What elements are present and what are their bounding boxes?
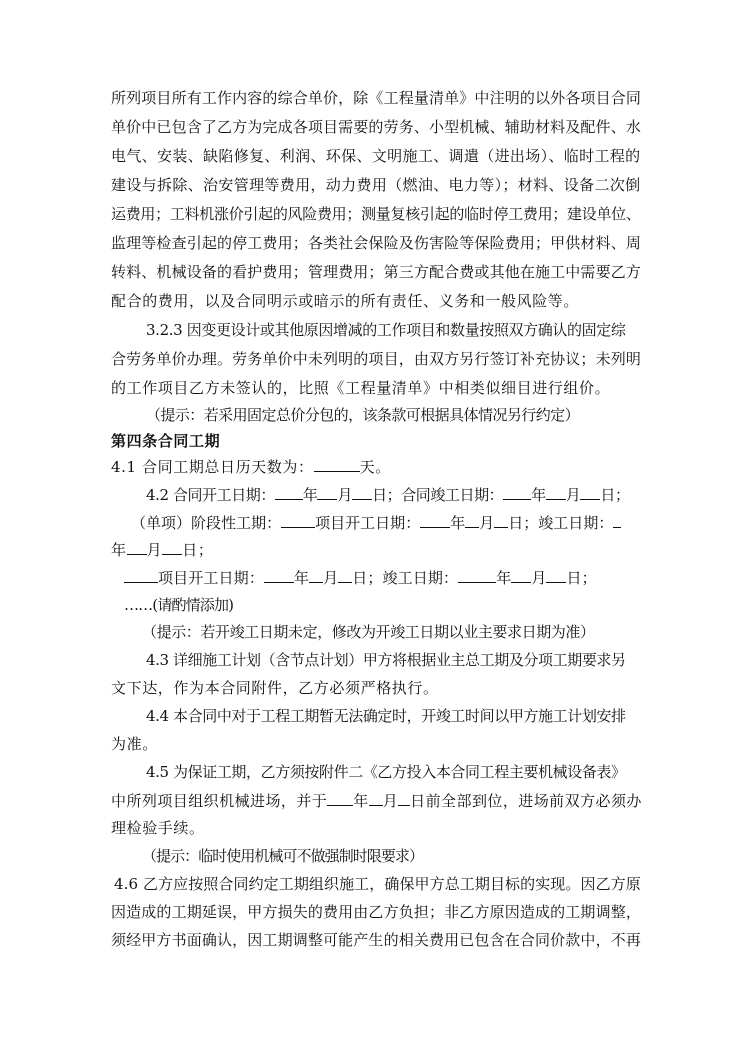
clause-4-6-line: 4.6 乙方应按照合同约定工期组织施工，确保甲方总工期目标的实现。因乙方原 (114, 875, 641, 893)
month-blank (317, 484, 337, 500)
paragraph-line: 运费用；工料机涨价引起的风险费用；测量复核引起的临时停工费用；建设单位、 (111, 205, 641, 223)
clause-4-1 (111, 456, 641, 477)
month-blank (127, 539, 147, 555)
clause-4-3-line: 文下达，作为本合同附件，乙方必须严格执行。 (111, 679, 439, 697)
month-label: 月 (479, 514, 495, 532)
clause-4-4-line: 为准。 (111, 735, 158, 753)
year-label: 年 (496, 569, 512, 587)
clause-4-1-label: 4.1 合同工期总日历天数为： (111, 458, 314, 476)
hint-note: （提示：若开竣工日期未定，修改为开竣工日期以业主要求日期为准） (142, 623, 595, 641)
day-label: 日 (508, 514, 524, 532)
day-blank (338, 567, 352, 583)
item-start-label: 项目开工日期： (315, 514, 421, 532)
year-blank (327, 790, 353, 806)
days-suffix: 天。 (359, 458, 391, 476)
month-label: 月 (531, 569, 547, 587)
clause-4-6-line: 须经甲方书面确认，因工期调整可能产生的相关费用已包含在合同价款中，不再 (111, 931, 642, 949)
clause-4-3-line: 4.3 详细施工计划（含节点计划）甲方将根据业主总工期及分项工期要求另 (146, 651, 626, 669)
item-period-line (124, 567, 654, 588)
paragraph-line: 监理等检查引起的停工费用；各类社会保险及伤害险等保险费用；甲供材料、周 (111, 234, 642, 252)
hint-note: （提示：临时使用机械可不做强制时限要求） (142, 847, 424, 865)
item-end-label: ；竣工日期： (367, 569, 459, 587)
paragraph-line: 电气、安装、缺陷修复、利润、环保、文明施工、调遣（进出场）、临时工程的 (111, 147, 641, 165)
year-label: 年 (353, 792, 369, 810)
day-label: 日 (372, 486, 387, 504)
month-blank (546, 484, 566, 500)
item-name-blank (281, 512, 315, 528)
clause-4-5-suffix: 日前全部到位，进场前双方必须办 (410, 792, 642, 810)
paragraph-line: 转料、机械设备的看护费用；管理费用；第三方配合费或其他在施工中需要乙方 (111, 263, 642, 281)
year-label: 年 (111, 541, 127, 559)
day-label: 日 (182, 541, 198, 559)
day-blank (546, 567, 566, 583)
hint-note: （提示：若采用固定总价分包的，该条款可根据具体情况另行约定） (146, 406, 580, 424)
clause-4-4-line: 4.4 本合同中对于工程工期暂无法确定时，开竣工时间以甲方施工计划安排 (146, 707, 626, 725)
day-label: 日 (352, 569, 368, 587)
month-label: 月 (565, 486, 581, 504)
clause-4-2 (146, 484, 676, 505)
clause-4-6-line: 因造成的工期延误，甲方损失的费用由乙方负担；非乙方原因造成的工期调整， (111, 903, 642, 921)
month-blank (511, 567, 531, 583)
paragraph-line: 单价中已包含了乙方为完成各项目需要的劳务、小型机械、辅助材料及配件、水 (111, 118, 642, 136)
clause-3-2-3-line: 的工作项目乙方未签认的，比照《工程量清单》中相类似细目进行组价。 (111, 379, 611, 397)
paragraph-line: 所列项目所有工作内容的综合单价，除《工程量清单》中注明的以外各项目合同 (111, 89, 642, 107)
day-label: 日 (600, 486, 615, 504)
clause-3-2-3-line: 3.2.3 因变更设计或其他原因增减的工作项目和数量按照双方确认的固定综 (146, 321, 626, 339)
semicolon: ； (614, 486, 630, 504)
year-blank (458, 567, 496, 583)
month-blank (309, 567, 323, 583)
year-blank (420, 512, 450, 528)
year-blank (275, 484, 303, 500)
day-blank (162, 539, 182, 555)
stage-period-line-2 (111, 539, 641, 560)
clause-4-5-prefix: 中所列项目组织机械进场，并于 (111, 792, 328, 810)
day-blank (352, 484, 372, 500)
year-label: 年 (293, 569, 310, 587)
clause-4-5-line: 理检验手续。 (111, 819, 205, 837)
year-blank (613, 512, 621, 528)
stage-period-line (131, 512, 661, 533)
day-blank (398, 790, 410, 806)
day-blank (580, 484, 600, 500)
section-heading: 第四条合同工期 (111, 432, 221, 450)
item-name-blank (124, 567, 158, 583)
semicolon: ； (581, 569, 597, 587)
etc-note: ……(请酌情添加) (124, 596, 234, 614)
item-start-label: 项目开工日期： (158, 569, 264, 587)
clause-4-5-line (111, 790, 641, 811)
clause-3-2-3-line: 合劳务单价办理。劳务单价中未列明的项目，由双方另行签订补充协议；未列明 (111, 350, 642, 368)
month-label: 月 (323, 569, 339, 587)
month-blank (465, 512, 479, 528)
day-blank (494, 512, 508, 528)
item-end-label: ；竣工日期： (523, 514, 614, 532)
day-label: 日 (566, 569, 582, 587)
semicolon: ； (197, 541, 214, 559)
year-blank (264, 567, 294, 583)
paragraph-line: 配合的费用，以及合同明示或暗示的所有责任、义务和一般风险等。 (111, 292, 580, 310)
days-blank (314, 456, 360, 472)
month-blank (369, 790, 383, 806)
month-label: 月 (382, 792, 399, 810)
start-date-label: 4.2 合同开工日期： (146, 486, 275, 504)
end-date-label: ；合同竣工日期： (386, 486, 504, 504)
year-label: 年 (531, 486, 546, 504)
year-blank (503, 484, 531, 500)
month-label: 月 (337, 486, 353, 504)
stage-label: （单项）阶段性工期： (131, 514, 282, 532)
year-label: 年 (450, 514, 466, 532)
clause-4-5-line: 4.5 为保证工期，乙方须按附件二《乙方投入本合同工程主要机械设备表》 (146, 763, 626, 781)
paragraph-line: 建设与拆除、治安管理等费用，动力费用（燃油、电力等）；材料、设备二次倒 (111, 176, 641, 194)
year-label: 年 (302, 486, 318, 504)
month-label: 月 (146, 541, 163, 559)
